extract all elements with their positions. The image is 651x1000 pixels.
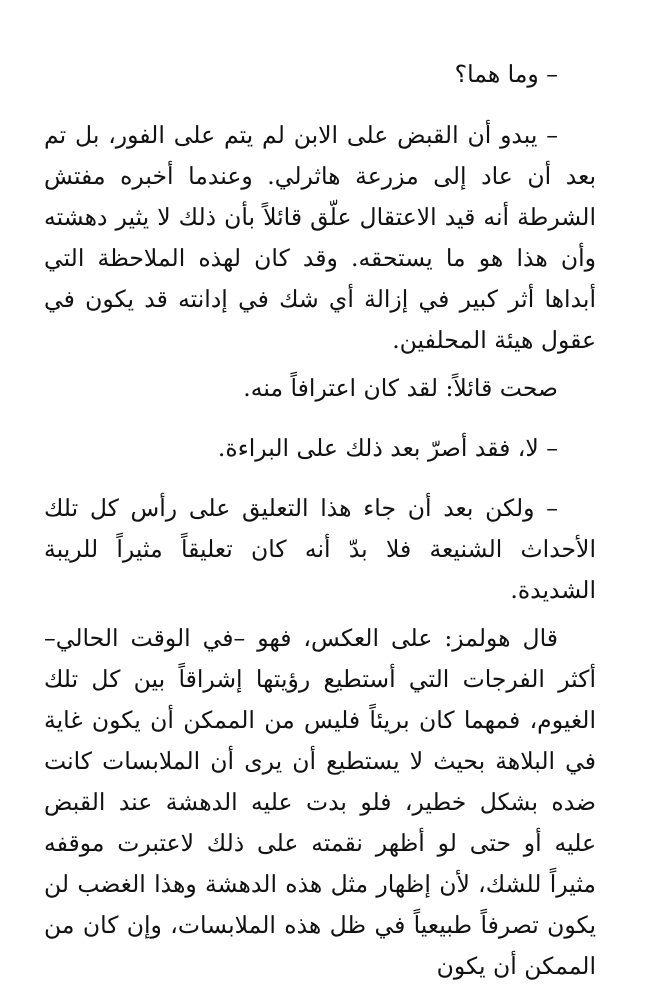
paragraph-2: – يبدو أن القبض على الابن لم يتم على الفور، بل تم بعد أن عاد إلى مزرعة هاثرلي. وعندما أخبره مفتش الشرطة أنه قيد الاعتقال علّق قائلاً بأن ذلك لا يثير دهشته وأن هذا هو ما يستحقه. وقد كان لهذه الملاحظة التي أبداها أثر كبير في إزالة أي شك في إدانته قد يكون في عقول هيئة المحلفين.	[44, 121, 596, 354]
paragraph-5: – ولكن بعد أن جاء هذا التعليق على رأس كل تلك الأحداث الشنيعة فلا بدّ أنه كان تعليقاً مثيراً للريبة الشديدة.	[44, 494, 596, 604]
paragraph-6: قال هولمز: على العكس، فهو –في الوقت الحالي– أكثر الفرجات التي أستطيع رؤيتها إشراقاً بين كل تلك الغيوم، فمهما كان بريئاً فليس من الممكن أن يكون غاية في البلاهة بحيث لا يستطيع أن يرى أن الملابسات كانت ضده بشكل خطير، فلو بدت عليه الدهشة عند القبض عليه أو حتى لو أظهر نقمته على ذلك لاعتبرت موقفه مثيراً للشك، لأن إظهار مثل هذه الدهشة وهذا الغضب لن يكون تصرفاً طبيعياً في ظل هذه الملابسات، وإن كان من الممكن أن يكون	[44, 624, 596, 980]
paragraph-4: – لا، فقد أصرّ بعد ذلك على البراءة.	[217, 434, 558, 462]
paragraph-1: – وما هما؟	[454, 60, 558, 88]
paragraph-3: صحت قائلاً: لقد كان اعترافاً منه.	[243, 374, 558, 402]
